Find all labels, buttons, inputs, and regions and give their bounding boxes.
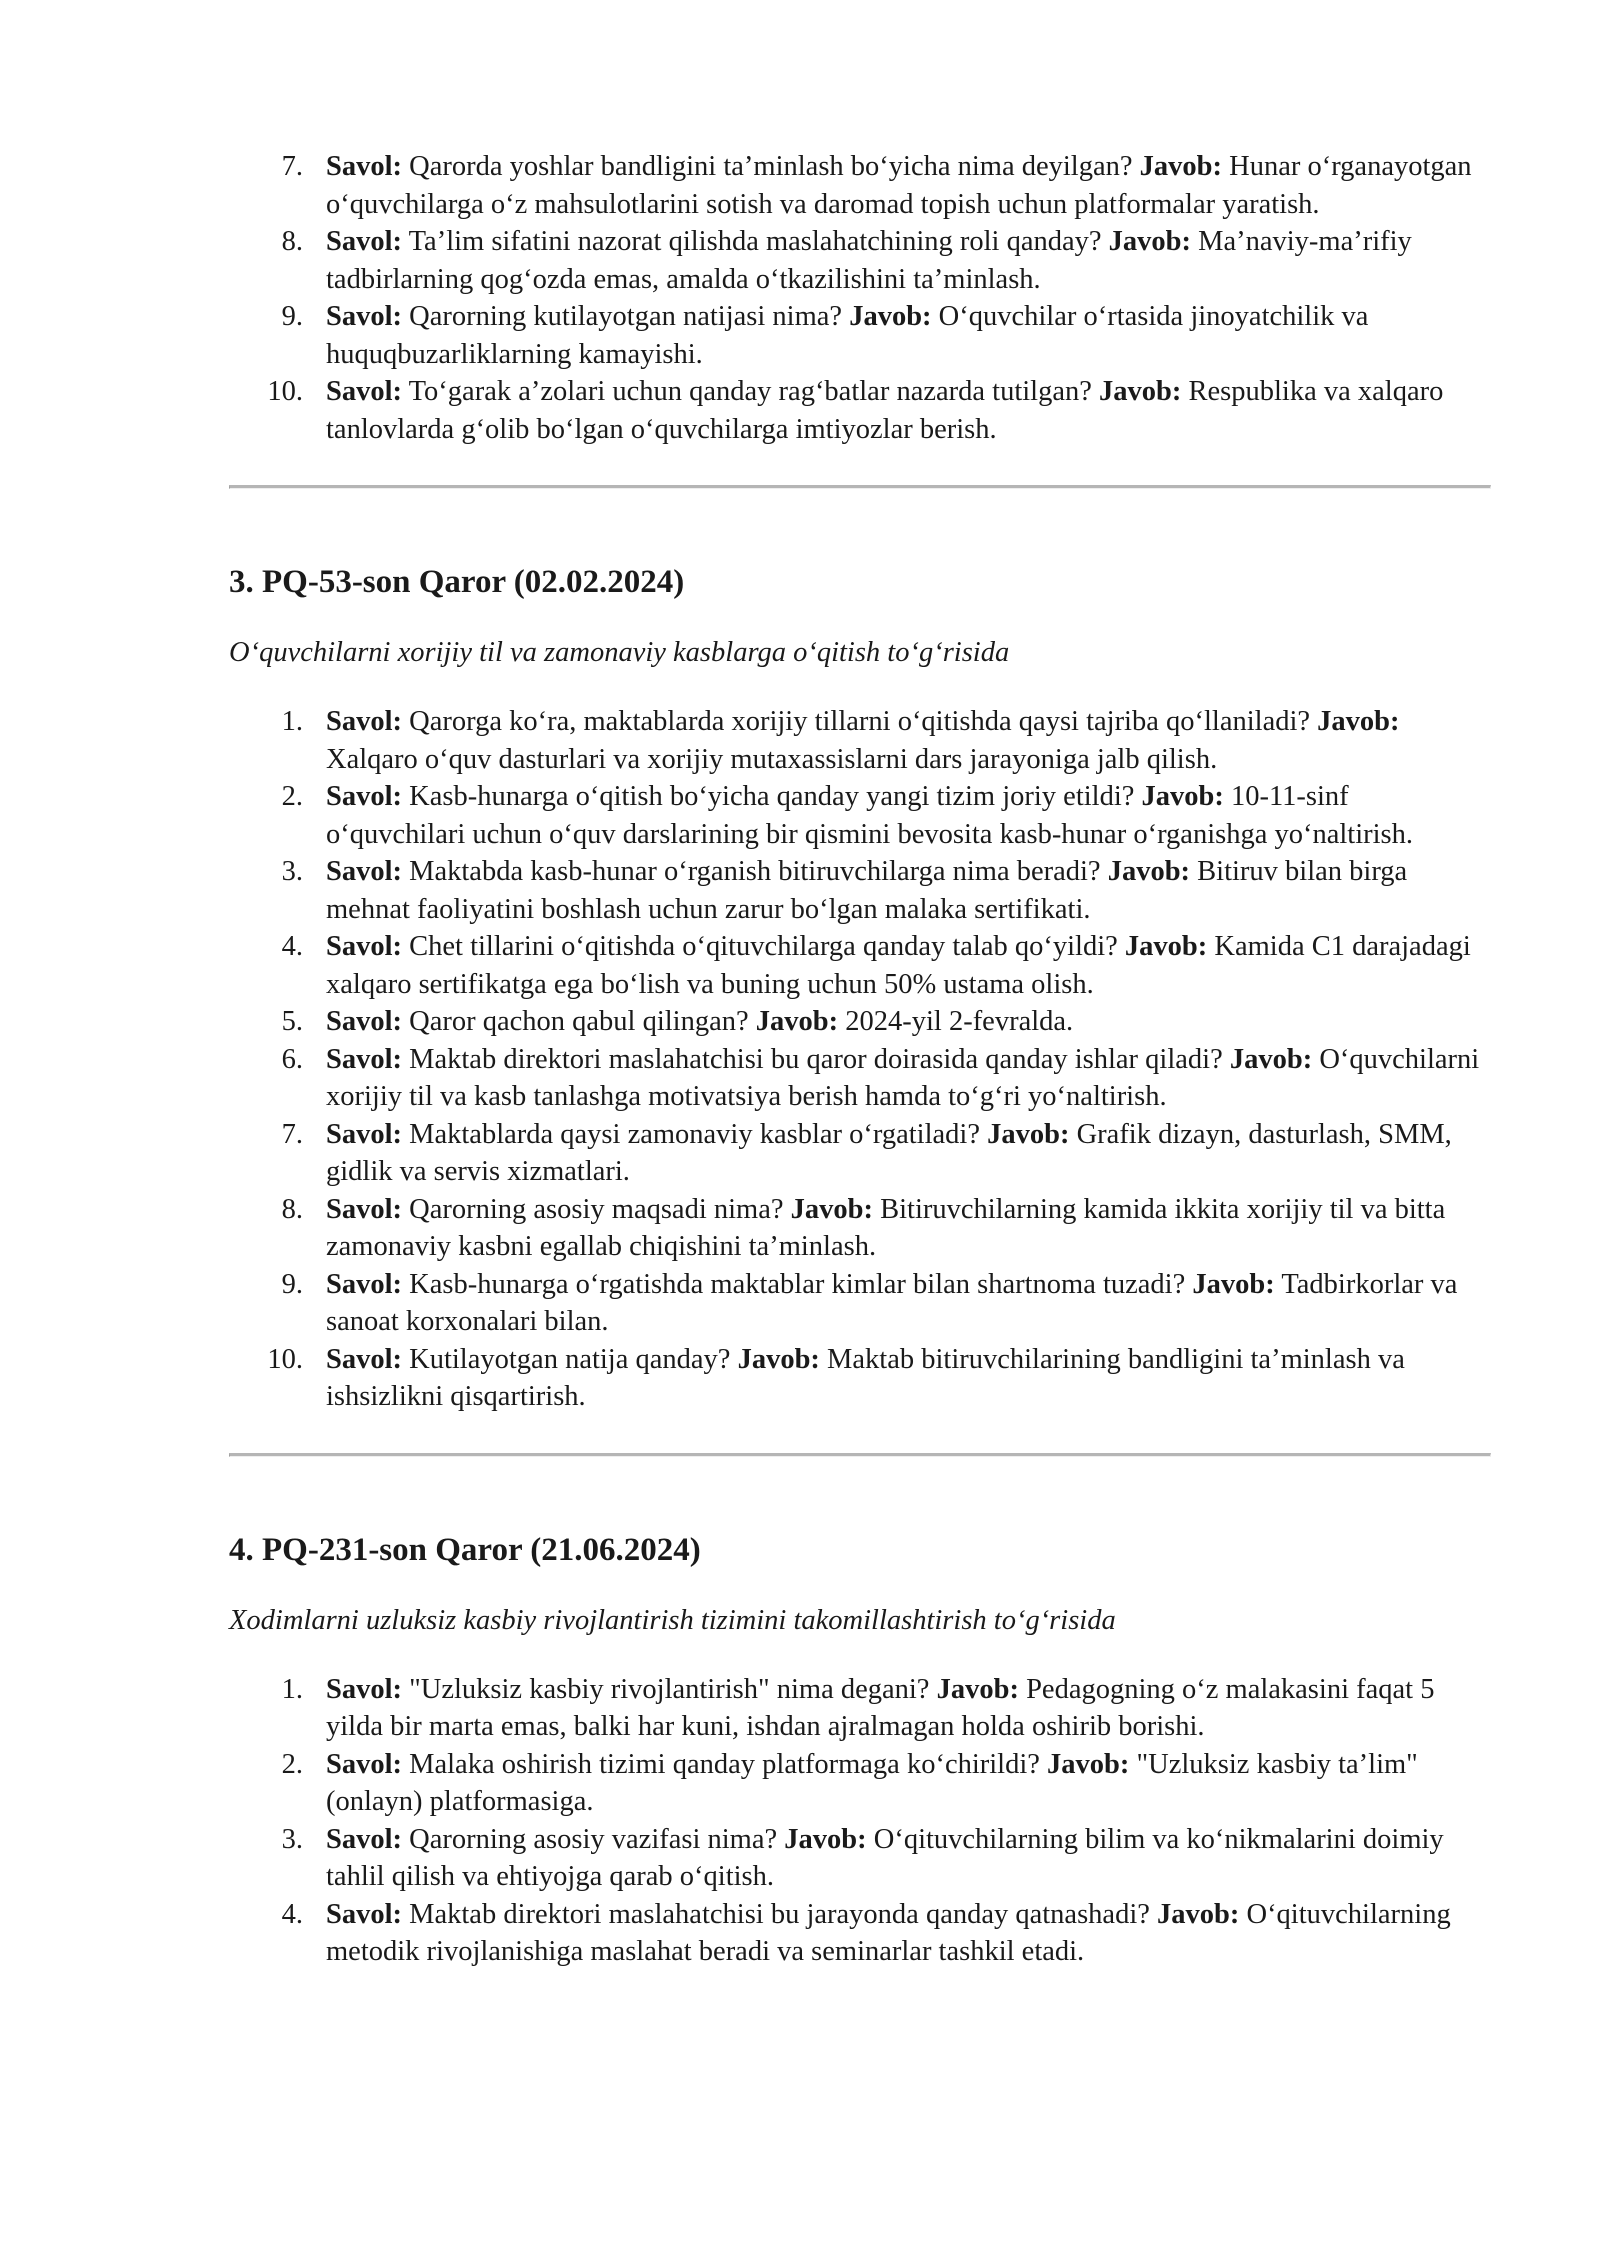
savol-label: Savol: bbox=[326, 1343, 403, 1375]
question-text: Qarorda yoshlar bandligini ta’minlash bo‘yicha nima deyilgan? bbox=[409, 151, 1133, 182]
question-text: Kasb-hunarga o‘qitish bo‘yicha qanday yangi tizim joriy etildi? bbox=[409, 781, 1135, 812]
qa-item-number: 9. bbox=[281, 1268, 303, 1300]
javob-label: Javob: bbox=[1229, 1043, 1313, 1075]
question-text: Qarorning asosiy vazifasi nima? bbox=[409, 1823, 778, 1855]
qa-item-number: 10. bbox=[267, 376, 303, 407]
section-divider bbox=[229, 1453, 1491, 1457]
qa-item bbox=[229, 853, 1491, 928]
qa-item bbox=[229, 1821, 1491, 1896]
savol-label: Savol: bbox=[326, 1118, 403, 1150]
savol-label: Savol: bbox=[326, 1006, 403, 1037]
question-text: Qarorning asosiy maqsadi nima? bbox=[409, 1193, 784, 1225]
savol-label: Savol: bbox=[326, 151, 403, 182]
answer-text: Bitiruvchilarning kamida ikkita xorijiy til va bitta zamonaviy kasbni egallab chiqishini ta’minlash. bbox=[326, 1193, 1446, 1262]
javob-label: Javob: bbox=[987, 1118, 1070, 1150]
answer-text: "Uzluksiz kasbiy ta’lim" (onlayn) platformasiga. bbox=[326, 1748, 1418, 1817]
qa-item-number: 8. bbox=[281, 226, 303, 257]
question-text: Ta’lim sifatini nazorat qilishda maslahatchining roli qanday? bbox=[408, 226, 1102, 257]
qa-item bbox=[229, 1041, 1491, 1116]
javob-label: Javob: bbox=[1099, 376, 1182, 407]
answer-text: Respublika va xalqaro tanlovlarda g‘olib bo‘lgan o‘quvchilarga imtiyozlar berish. bbox=[326, 376, 1444, 445]
qa-item-number: 2. bbox=[281, 781, 303, 812]
savol-label: Savol: bbox=[326, 1673, 403, 1705]
answer-text: Xalqaro o‘quv dasturlari va xorijiy mutaxassislarni dars jarayoniga jalb qilish. bbox=[326, 743, 1218, 775]
savol-label: Savol: bbox=[326, 376, 403, 407]
answer-text: O‘quvchilarni xorijiy til va kasb tanlashga motivatsiya berish hamda to‘g‘ri yo‘naltirish. bbox=[326, 1043, 1480, 1112]
savol-label: Savol: bbox=[326, 1823, 403, 1855]
qa-item-number: 4. bbox=[281, 931, 303, 962]
question-text: Qaror qachon qabul qilingan? bbox=[409, 1006, 749, 1037]
qa-item bbox=[229, 928, 1491, 1003]
document-page bbox=[229, 148, 1491, 1971]
answer-text: 10-11-sinf o‘quvchilari uchun o‘quv darslarining bir qismini bevosita kasb-hunar o‘rganishga yo‘naltirish. bbox=[326, 781, 1413, 850]
savol-label: Savol: bbox=[326, 1898, 403, 1930]
question-text: Maktabda kasb-hunar o‘rganish bitiruvchilarga nima beradi? bbox=[409, 856, 1101, 887]
qa-item-number: 9. bbox=[281, 301, 303, 332]
qa-item-number: 4. bbox=[281, 1898, 303, 1930]
savol-label: Savol: bbox=[326, 856, 403, 887]
qa-list-continued bbox=[229, 148, 1491, 448]
javob-label: Javob: bbox=[1192, 1268, 1275, 1300]
question-text: To‘garak a’zolari uchun qanday rag‘batlar nazarda tutilgan? bbox=[408, 376, 1092, 407]
javob-label: Javob: bbox=[737, 1343, 820, 1375]
answer-text: Bitiruv bilan birga mehnat faoliyatini boshlash uchun zarur bo‘lgan malaka sertifikati. bbox=[326, 856, 1408, 925]
question-text: "Uzluksiz kasbiy rivojlantirish" nima degani? bbox=[409, 1673, 930, 1705]
javob-label: Javob: bbox=[1047, 1748, 1130, 1780]
savol-label: Savol: bbox=[326, 706, 403, 737]
savol-label: Savol: bbox=[326, 931, 403, 962]
javob-label: Javob: bbox=[1108, 226, 1191, 257]
javob-label: Javob: bbox=[1317, 706, 1400, 737]
savol-label: Savol: bbox=[326, 301, 403, 332]
qa-item-number: 7. bbox=[281, 151, 303, 182]
qa-item-number: 10. bbox=[267, 1343, 303, 1375]
qa-item-number: 3. bbox=[281, 1823, 303, 1855]
question-text: Maktab direktori maslahatchisi bu qaror doirasida qanday ishlar qiladi? bbox=[409, 1043, 1223, 1075]
qa-item-number: 2. bbox=[281, 1748, 303, 1780]
javob-label: Javob: bbox=[1124, 931, 1208, 962]
answer-text: O‘qituvchilarning bilim va ko‘nikmalarini doimiy tahlil qilish va ehtiyojga qarab o‘qitish. bbox=[326, 1823, 1444, 1892]
javob-label: Javob: bbox=[1107, 856, 1191, 887]
qa-item bbox=[229, 148, 1491, 223]
javob-label: Javob: bbox=[1139, 151, 1222, 182]
qa-item bbox=[229, 1341, 1491, 1416]
answer-text: Grafik dizayn, dasturlash, SMM, gidlik va servis xizmatlari. bbox=[326, 1118, 1452, 1187]
question-text: Maktablarda qaysi zamonaviy kasblar o‘rgatiladi? bbox=[409, 1118, 980, 1150]
section-4-title: 4. PQ-231-son Qaror (21.06.2024) bbox=[229, 1531, 701, 1568]
javob-label: Javob: bbox=[849, 301, 932, 332]
question-text: Qarorning kutilayotgan natijasi nima? bbox=[409, 301, 843, 332]
question-text: Kutilayotgan natija qanday? bbox=[409, 1343, 731, 1375]
qa-item bbox=[229, 1003, 1491, 1041]
qa-item bbox=[229, 703, 1491, 778]
javob-label: Javob: bbox=[1141, 781, 1224, 812]
qa-item bbox=[229, 1266, 1491, 1341]
qa-item bbox=[229, 373, 1491, 448]
qa-item-number: 3. bbox=[281, 856, 303, 887]
answer-text: 2024-yil 2-fevralda. bbox=[845, 1006, 1074, 1037]
qa-item-number: 6. bbox=[281, 1043, 303, 1075]
qa-item bbox=[229, 1116, 1491, 1191]
javob-label: Javob: bbox=[784, 1823, 867, 1855]
question-text: Qarorga ko‘ra, maktablarda xorijiy tillarni o‘qitishda qaysi tajriba qo‘llaniladi? bbox=[409, 706, 1311, 737]
javob-label: Javob: bbox=[755, 1006, 839, 1037]
qa-item-number: 1. bbox=[281, 1673, 303, 1705]
qa-item-number: 8. bbox=[281, 1193, 303, 1225]
qa-list-section-4 bbox=[229, 1671, 1491, 1971]
answer-text: O‘quvchilar o‘rtasida jinoyatchilik va huquqbuzarliklarning kamayishi. bbox=[326, 301, 1369, 370]
savol-label: Savol: bbox=[326, 1043, 403, 1075]
question-text: Malaka oshirish tizimi qanday platformaga ko‘chirildi? bbox=[409, 1748, 1040, 1780]
answer-text: O‘qituvchilarning metodik rivojlanishiga maslahat beradi va seminarlar tashkil etadi. bbox=[326, 1898, 1451, 1967]
answer-text: Pedagogning o‘z malakasini faqat 5 yilda bir marta emas, balki har kuni, ishdan ajralmagan holda oshirib borishi. bbox=[326, 1673, 1435, 1742]
answer-text: Ma’naviy-ma’rifiy tadbirlarning qog‘ozda emas, amalda o‘tkazilishini ta’minlash. bbox=[326, 226, 1412, 295]
qa-item-number: 5. bbox=[281, 1006, 303, 1037]
question-text: Maktab direktori maslahatchisi bu jarayonda qanday qatnashadi? bbox=[409, 1898, 1150, 1930]
qa-list-section-3 bbox=[229, 703, 1491, 1416]
qa-item-number: 1. bbox=[281, 706, 303, 737]
javob-label: Javob: bbox=[790, 1193, 873, 1225]
qa-item bbox=[229, 1191, 1491, 1266]
qa-item bbox=[229, 223, 1491, 298]
qa-item bbox=[229, 778, 1491, 853]
javob-label: Javob: bbox=[1157, 1898, 1240, 1930]
savol-label: Savol: bbox=[326, 781, 403, 812]
section-4-subtitle: Xodimlarni uzluksiz kasbiy rivojlantirish tizimini takomillashtirish to‘g‘risida bbox=[229, 1604, 1116, 1636]
question-text: Chet tillarini o‘qitishda o‘qituvchilarga qanday talab qo‘yildi? bbox=[409, 931, 1118, 962]
answer-text: Hunar o‘rganayotgan o‘quvchilarga o‘z mahsulotlarini sotish va daromad topish uchun platformalar yaratish. bbox=[326, 151, 1472, 220]
savol-label: Savol: bbox=[326, 1193, 403, 1225]
section-3-subtitle: O‘quvchilarni xorijiy til va zamonaviy kasblarga o‘qitish to‘g‘risida bbox=[229, 637, 1010, 668]
qa-item bbox=[229, 1896, 1491, 1971]
qa-item-number: 7. bbox=[281, 1118, 303, 1150]
question-text: Kasb-hunarga o‘rgatishda maktablar kimlar bilan shartnoma tuzadi? bbox=[409, 1268, 1186, 1300]
qa-item bbox=[229, 1746, 1491, 1821]
qa-item bbox=[229, 298, 1491, 373]
answer-text: Tadbirkorlar va sanoat korxonalari bilan. bbox=[326, 1268, 1458, 1337]
section-3-title: 3. PQ-53-son Qaror (02.02.2024) bbox=[229, 564, 685, 600]
answer-text: Maktab bitiruvchilarining bandligini ta’minlash va ishsizlikni qisqartirish. bbox=[326, 1343, 1405, 1412]
section-divider bbox=[229, 485, 1491, 489]
savol-label: Savol: bbox=[326, 1268, 403, 1300]
answer-text: Kamida C1 darajadagi xalqaro sertifikatga ega bo‘lish va buning uchun 50% ustama olish. bbox=[326, 931, 1471, 1000]
qa-item bbox=[229, 1671, 1491, 1746]
javob-label: Javob: bbox=[936, 1673, 1019, 1705]
savol-label: Savol: bbox=[326, 1748, 403, 1780]
savol-label: Savol: bbox=[326, 226, 403, 257]
